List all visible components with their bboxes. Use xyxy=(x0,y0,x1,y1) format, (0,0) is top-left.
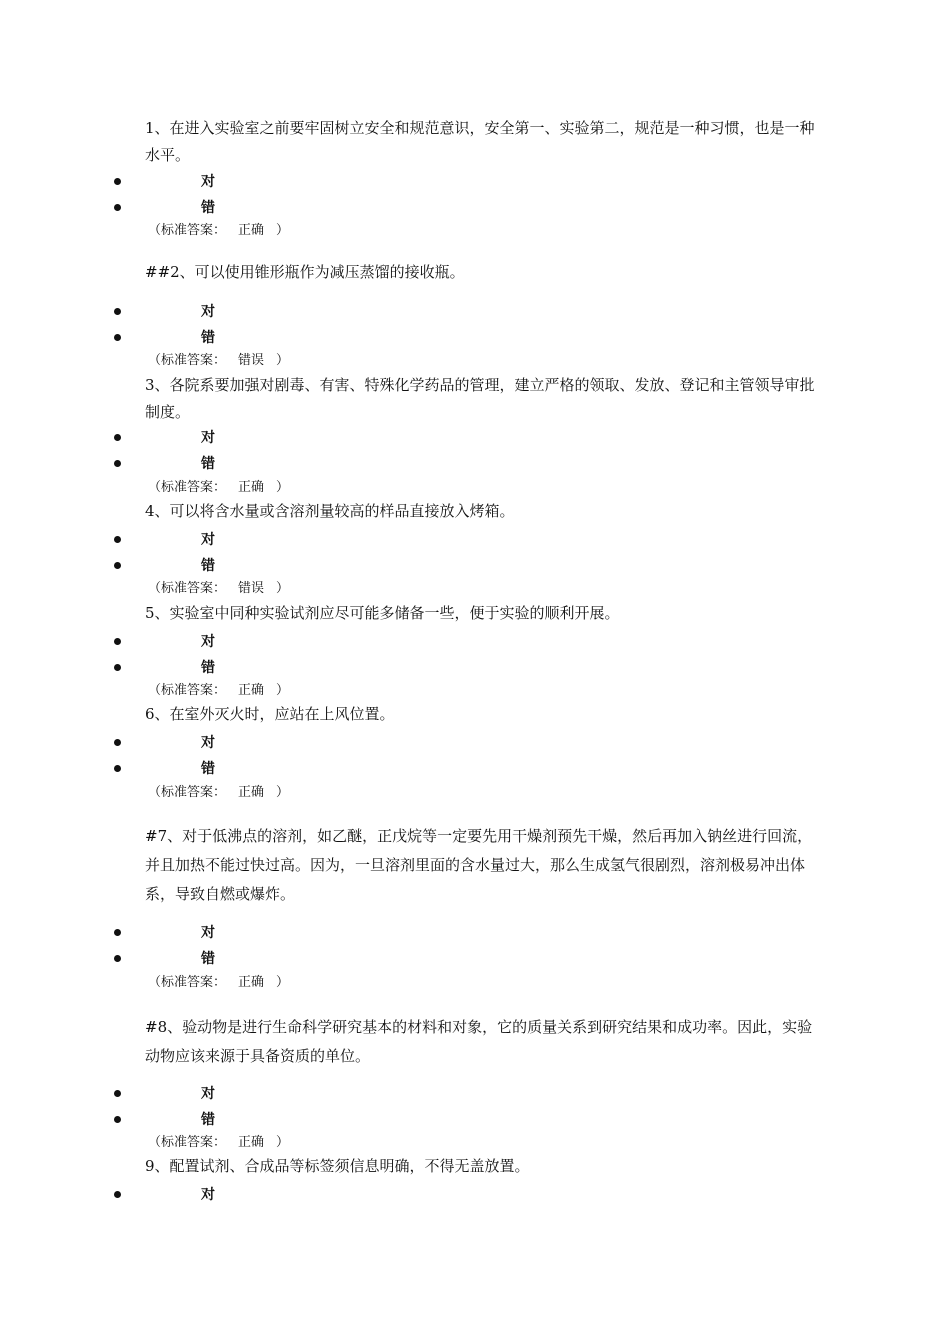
option-true[interactable] xyxy=(0,173,600,193)
answer-prefix: （标准答案： xyxy=(148,581,227,596)
option-label: 对 xyxy=(201,735,215,751)
answer-value: 错误 xyxy=(238,353,265,368)
option-label: 错 xyxy=(201,660,215,676)
question-text: #8、验动物是进行生命科学研究基本的材料和对象，它的质量关系到研究结果和成功率。因此，实验动物应该来源于具备资质的单位。 xyxy=(145,1018,813,1065)
answer-suffix: ） xyxy=(276,683,290,698)
answer-value: 正确 xyxy=(238,975,265,990)
bullet-icon xyxy=(114,460,121,467)
bullet-icon xyxy=(114,765,121,772)
option-label: 错 xyxy=(201,951,215,967)
answer-prefix: （标准答案： xyxy=(148,1135,227,1150)
question-text: 4、可以将含水量或含溶剂量较高的样品直接放入烤箱。 xyxy=(145,502,515,520)
option-true[interactable] xyxy=(0,1085,600,1105)
answer-value: 正确 xyxy=(238,683,265,698)
standard-answer xyxy=(148,1134,289,1152)
bullet-icon xyxy=(114,204,121,211)
question-text: ##2、可以使用锥形瓶作为减压蒸馏的接收瓶。 xyxy=(145,263,465,281)
standard-answer xyxy=(148,784,289,802)
bullet-icon xyxy=(114,955,121,962)
answer-prefix: （标准答案： xyxy=(148,353,227,368)
option-false[interactable] xyxy=(0,760,600,780)
standard-answer xyxy=(148,580,289,598)
option-label: 错 xyxy=(201,200,215,216)
option-label: 对 xyxy=(201,925,215,941)
answer-prefix: （标准答案： xyxy=(148,480,227,495)
bullet-icon xyxy=(114,178,121,185)
option-true[interactable] xyxy=(0,303,600,323)
question-text: 3、各院系要加强对剧毒、有害、特殊化学药品的管理，建立严格的领取、发放、登记和主管领导审批制度。 xyxy=(145,376,815,421)
standard-answer xyxy=(148,682,289,700)
answer-suffix: ） xyxy=(276,223,290,238)
option-label: 错 xyxy=(201,761,215,777)
standard-answer xyxy=(148,222,289,240)
standard-answer xyxy=(148,479,289,497)
option-true[interactable] xyxy=(0,633,600,653)
option-false[interactable] xyxy=(0,659,600,679)
option-false[interactable] xyxy=(0,455,600,475)
bullet-icon xyxy=(114,638,121,645)
bullet-icon xyxy=(114,308,121,315)
bullet-icon xyxy=(114,334,121,341)
option-false[interactable] xyxy=(0,557,600,577)
answer-value: 正确 xyxy=(238,1135,265,1150)
bullet-icon xyxy=(114,664,121,671)
answer-suffix: ） xyxy=(276,785,290,800)
bullet-icon xyxy=(114,1116,121,1123)
option-label: 对 xyxy=(201,304,215,320)
bullet-icon xyxy=(114,739,121,746)
bullet-icon xyxy=(114,929,121,936)
answer-prefix: （标准答案： xyxy=(148,975,227,990)
standard-answer xyxy=(148,352,289,370)
option-label: 对 xyxy=(201,1187,215,1203)
option-true[interactable] xyxy=(0,924,600,944)
option-label: 对 xyxy=(201,174,215,190)
option-label: 对 xyxy=(201,1086,215,1102)
option-false[interactable] xyxy=(0,329,600,349)
option-true[interactable] xyxy=(0,734,600,754)
option-label: 对 xyxy=(201,634,215,650)
answer-value: 正确 xyxy=(238,480,265,495)
answer-suffix: ） xyxy=(276,480,290,495)
option-true[interactable] xyxy=(0,1186,600,1206)
question-text: 5、实验室中同种实验试剂应尽可能多储备一些，便于实验的顺利开展。 xyxy=(145,604,620,622)
option-true[interactable] xyxy=(0,429,600,449)
answer-prefix: （标准答案： xyxy=(148,785,227,800)
answer-prefix: （标准答案： xyxy=(148,683,227,698)
answer-suffix: ） xyxy=(276,975,290,990)
question-text: 6、在室外灭火时，应站在上风位置。 xyxy=(145,705,395,723)
answer-value: 正确 xyxy=(238,785,265,800)
answer-suffix: ） xyxy=(276,353,290,368)
option-false[interactable] xyxy=(0,950,600,970)
bullet-icon xyxy=(114,434,121,441)
answer-suffix: ） xyxy=(276,581,290,596)
option-label: 对 xyxy=(201,532,215,548)
bullet-icon xyxy=(114,562,121,569)
option-label: 错 xyxy=(201,330,215,346)
answer-prefix: （标准答案： xyxy=(148,223,227,238)
bullet-icon xyxy=(114,1191,121,1198)
question-text: 9、配置试剂、合成品等标签须信息明确，不得无盖放置。 xyxy=(145,1157,530,1175)
option-false[interactable] xyxy=(0,1111,600,1131)
answer-suffix: ） xyxy=(276,1135,290,1150)
bullet-icon xyxy=(114,536,121,543)
option-label: 错 xyxy=(201,456,215,472)
option-true[interactable] xyxy=(0,531,600,551)
answer-value: 正确 xyxy=(238,223,265,238)
bullet-icon xyxy=(114,1090,121,1097)
option-false[interactable] xyxy=(0,199,600,219)
standard-answer xyxy=(148,974,289,992)
question-text: #7、对于低沸点的溶剂，如乙醚，正戊烷等一定要先用干燥剂预先干燥，然后再加入钠丝进行回流，并且加热不能过快过高。因为，一旦溶剂里面的含水量过大，那么生成氢气很剧烈，溶剂极易冲出体系，导致自燃或爆炸。 xyxy=(145,827,813,903)
answer-value: 错误 xyxy=(238,581,265,596)
option-label: 对 xyxy=(201,430,215,446)
option-label: 错 xyxy=(201,1112,215,1128)
option-label: 错 xyxy=(201,558,215,574)
question-text: 1、在进入实验室之前要牢固树立安全和规范意识，安全第一、实验第二，规范是一种习惯，也是一种水平。 xyxy=(145,119,815,164)
